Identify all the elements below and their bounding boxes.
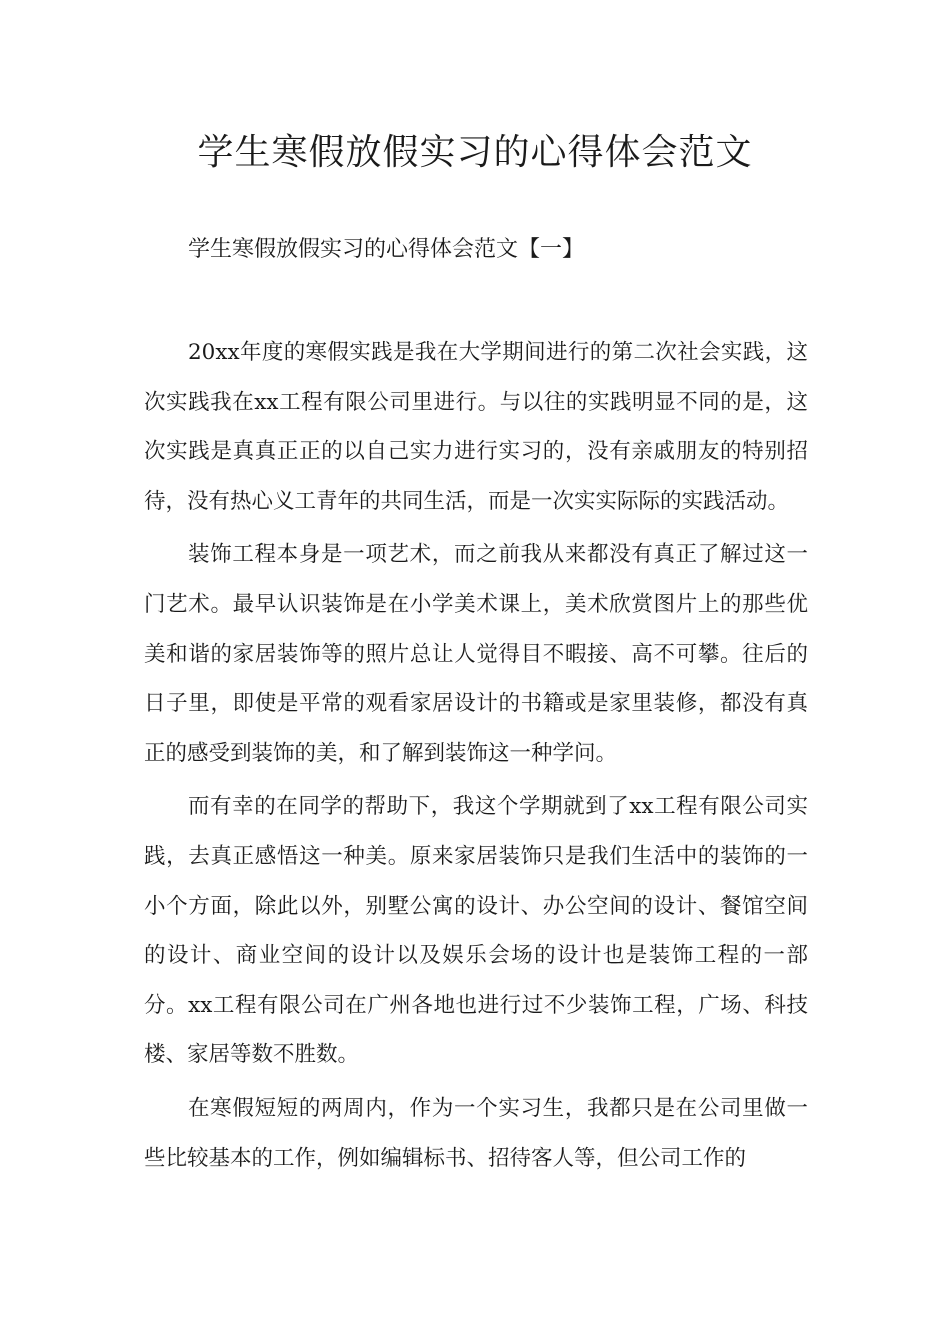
paragraph-4: 在寒假短短的两周内，作为一个实习生，我都只是在公司里做一些比较基本的工作，例如编辑标书、招待客人等，但公司工作的 — [144, 1095, 808, 1171]
paragraph-1: 20xx年度的寒假实践是我在大学期间进行的第二次社会实践，这次实践我在xx工程有限公司里进行。与以往的实践明显不同的是，这次实践是真真正正的以自己实力进行实习的，没有亲戚朋友的特别招待，没有热心义工青年的共同生活，而是一次实实际际的实践活动。 — [144, 340, 808, 514]
paragraph-3: 而有幸的在同学的帮助下，我这个学期就到了xx工程有限公司实践，去真正感悟这一种美。原来家居装饰只是我们生活中的装饰的一小个方面，除此以外，别墅公寓的设计、办公空间的设计、餐馆空间的设计、商业空间的设计以及娱乐会场的设计也是装饰工程的一部分。xx工程有限公司在广州各地也进行过不少装饰工程，广场、科技楼、家居等数不胜数。 — [144, 794, 808, 1068]
document-body — [144, 328, 808, 1187]
section-heading: 学生寒假放假实习的心得体会范文【一】 — [188, 237, 585, 262]
document-title: 学生寒假放假实习的心得体会范文 — [197, 132, 753, 173]
paragraph-2: 装饰工程本身是一项艺术，而之前我从来都没有真正了解过这一门艺术。最早认识装饰是在小学美术课上，美术欣赏图片上的那些优美和谐的家居装饰等的照片总让人觉得目不暇接、高不可攀。往后的日子里，即使是平常的观看家居设计的书籍或是家里装修，都没有真正的感受到装饰的美，和了解到装饰这一种学问。 — [144, 542, 808, 766]
